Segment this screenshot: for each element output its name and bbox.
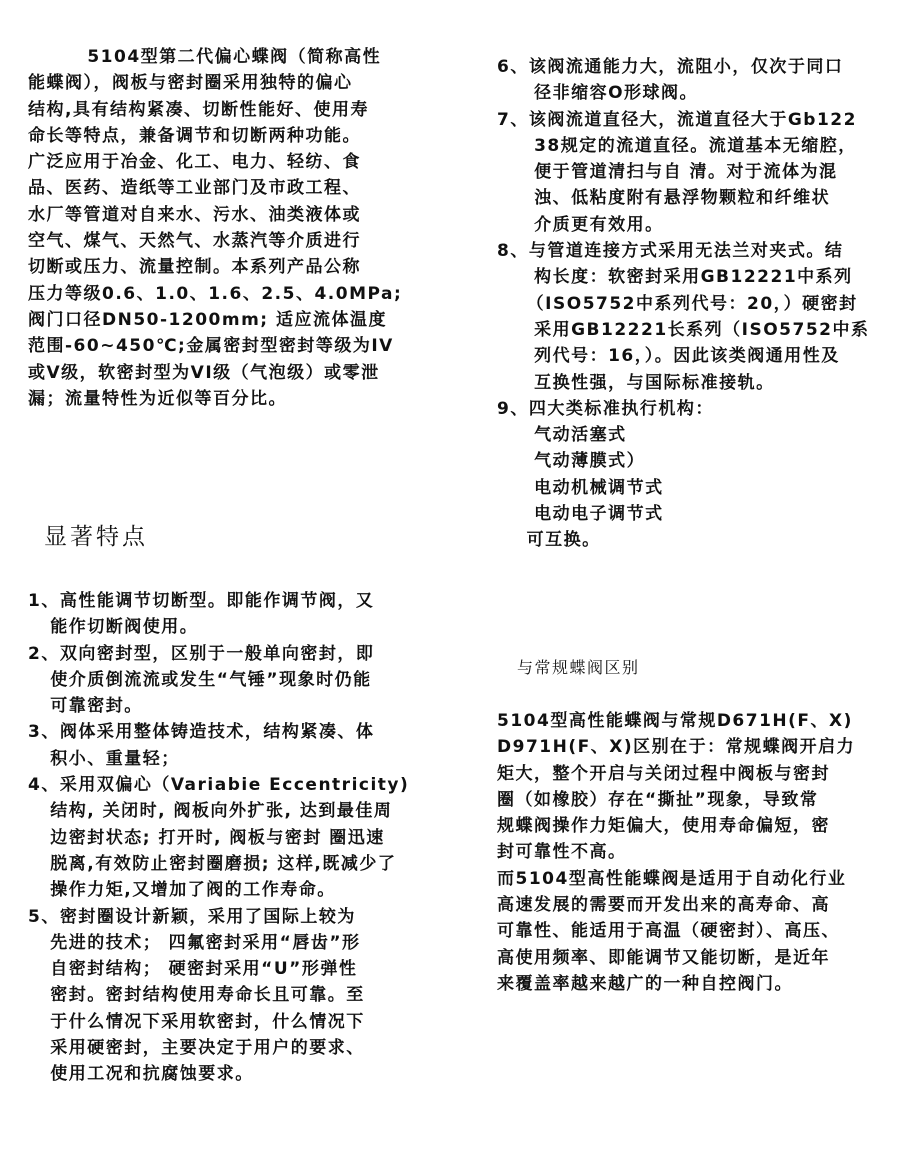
text-line: 浊、低粘度附有悬浮物颗粒和纤维状 bbox=[497, 188, 831, 209]
text-line: 阀门口径DN50-1200mm; 适应流体温度 bbox=[28, 309, 388, 330]
text-line: 能作切断阀使用。 bbox=[28, 617, 199, 638]
text-line: 6、该阀流通能力大，流阻小，仅次于同口 bbox=[497, 57, 844, 77]
text-line: 积小、重量轻； bbox=[28, 748, 180, 769]
text-line: 切断或压力、流量控制。本系列产品公称 bbox=[28, 257, 361, 278]
comparison-heading: 与常规蝶阀区别 bbox=[517, 658, 640, 677]
text-line: 来覆盖率越来越广的一种自控阀门。 bbox=[497, 973, 793, 994]
text-line: 或V级，软密封型为VI级（气泡级）或零泄 bbox=[28, 362, 380, 383]
text-line: 边密封状态; 打开时, 阀板与密封 圈迅速 bbox=[28, 827, 385, 848]
text-line: 5104型第二代偏心蝶阀（简称高性 bbox=[28, 47, 382, 67]
text-line: 操作力矩,又增加了阀的工作寿命。 bbox=[28, 880, 336, 901]
text-line: 5104型高性能蝶阀与常规D671H(F、X) bbox=[497, 711, 853, 731]
text-line: 气动活塞式 bbox=[497, 425, 627, 446]
text-line: 4、采用双偏心（Variabie Eccentricity) bbox=[28, 775, 410, 796]
text-line: 脱离,有效防止密封圈磨损; 这样,既减少了 bbox=[28, 853, 397, 874]
text-line: 电动机械调节式 bbox=[497, 477, 664, 498]
features-heading: 显著特点 bbox=[44, 524, 148, 550]
text-line: 矩大，整个开启与关闭过程中阀板与密封 bbox=[497, 763, 830, 784]
text-line: 圈（如橡胶）存在“撕扯”现象，导致常 bbox=[497, 789, 819, 810]
text-line: 规蝶阀操作力矩偏大，使用寿命偏短，密 bbox=[497, 816, 830, 837]
text-line: 便于管道清扫与自 清。对于流体为混 bbox=[497, 162, 838, 183]
comparison-paragraph bbox=[497, 708, 855, 997]
text-line: （ISO5752中系列代号：20，）硬密封 bbox=[497, 293, 858, 314]
text-line: 空气、煤气、天然气、水蒸汽等介质进行 bbox=[28, 231, 361, 252]
text-line: D971H(F、X)区别在于：常规蝶阀开启力 bbox=[497, 737, 856, 758]
features-list bbox=[28, 588, 409, 1088]
text-line: 品、医药、造纸等工业部门及市政工程、 bbox=[28, 178, 361, 199]
text-line: 漏；流量特性为近似等百分比。 bbox=[28, 388, 287, 409]
text-line: 压力等级0.6、1.0、1.6、2.5、4.0MPa; bbox=[28, 283, 403, 304]
text-line: 1、高性能调节切断型。即能作调节阀，又 bbox=[28, 591, 375, 611]
text-line: 38规定的流道直径。流道基本无缩腔， bbox=[497, 135, 857, 156]
text-line: 列代号：16，）。因此该类阀通用性及 bbox=[497, 346, 840, 367]
text-line: 7、该阀流道直径大，流道直径大于Gb122 bbox=[497, 109, 857, 130]
intro-paragraph bbox=[28, 44, 402, 412]
text-line: 径非缩容O形球阀。 bbox=[497, 83, 699, 104]
text-line: 密封。密封结构使用寿命长且可靠。至 bbox=[28, 985, 365, 1006]
text-line: 自密封结构； 硬密封采用“U”形弹性 bbox=[28, 959, 358, 980]
text-line: 使用工况和抗腐蚀要求。 bbox=[28, 1064, 254, 1085]
text-line: 2、双向密封型，区别于一般单向密封，即 bbox=[28, 643, 375, 664]
text-line: 结构, 关闭时, 阀板向外扩张, 达到最佳周 bbox=[28, 801, 393, 822]
text-line: 采用GB12221长系列（ISO5752中系 bbox=[497, 319, 870, 340]
text-line: 命长等特点，兼备调节和切断两种功能。 bbox=[28, 125, 361, 146]
text-line: 范围-60~450℃;金属密封型密封等级为IV bbox=[28, 336, 394, 357]
text-line: 8、与管道连接方式采用无法兰对夹式。结 bbox=[497, 241, 844, 262]
text-line: 于什么情况下采用软密封，什么情况下 bbox=[28, 1011, 365, 1032]
text-line: 3、阀体采用整体铸造技术，结构紧凑、体 bbox=[28, 722, 375, 743]
text-line: 结构,具有结构紧凑、切断性能好、使用寿 bbox=[28, 99, 369, 120]
features-list-continued bbox=[497, 54, 869, 554]
text-line: 介质更有效用。 bbox=[497, 214, 664, 235]
text-line: 使介质倒流流或发生“气锤”现象时仍能 bbox=[28, 669, 372, 690]
text-line: 可靠密封。 bbox=[28, 696, 143, 717]
text-line: 高速发展的需要而开发出来的高寿命、高 bbox=[497, 895, 830, 916]
text-line: 而5104型高性能蝶阀是适用于自动化行业 bbox=[497, 868, 847, 889]
text-line: 采用硬密封，主要决定于用户的要求、 bbox=[28, 1038, 365, 1059]
text-line: 5、密封圈设计新颖，采用了国际上较为 bbox=[28, 906, 356, 927]
text-line: 构长度：软密封采用GB12221中系列 bbox=[497, 267, 853, 288]
text-line: 9、四大类标准执行机构： bbox=[497, 398, 714, 419]
text-line: 互换性强，与国际标准接轨。 bbox=[497, 372, 775, 393]
text-line: 能蝶阀），阀板与密封圈采用独特的偏心 bbox=[28, 73, 353, 94]
text-line: 水厂等管道对自来水、污水、油类液体或 bbox=[28, 204, 361, 225]
text-line: 气动薄膜式） bbox=[497, 451, 646, 472]
text-line: 广泛应用于冶金、化工、电力、轻纺、食 bbox=[28, 152, 361, 173]
text-line: 高使用频率、即能调节又能切断，是近年 bbox=[497, 947, 830, 968]
text-line: 可靠性、能适用于高温（硬密封）、高压、 bbox=[497, 921, 840, 942]
text-line: 电动电子调节式 bbox=[497, 504, 664, 525]
text-line: 可互换。 bbox=[497, 530, 601, 551]
text-line: 先进的技术； 四氟密封采用“唇齿”形 bbox=[28, 932, 361, 953]
text-line: 封可靠性不高。 bbox=[497, 842, 627, 863]
